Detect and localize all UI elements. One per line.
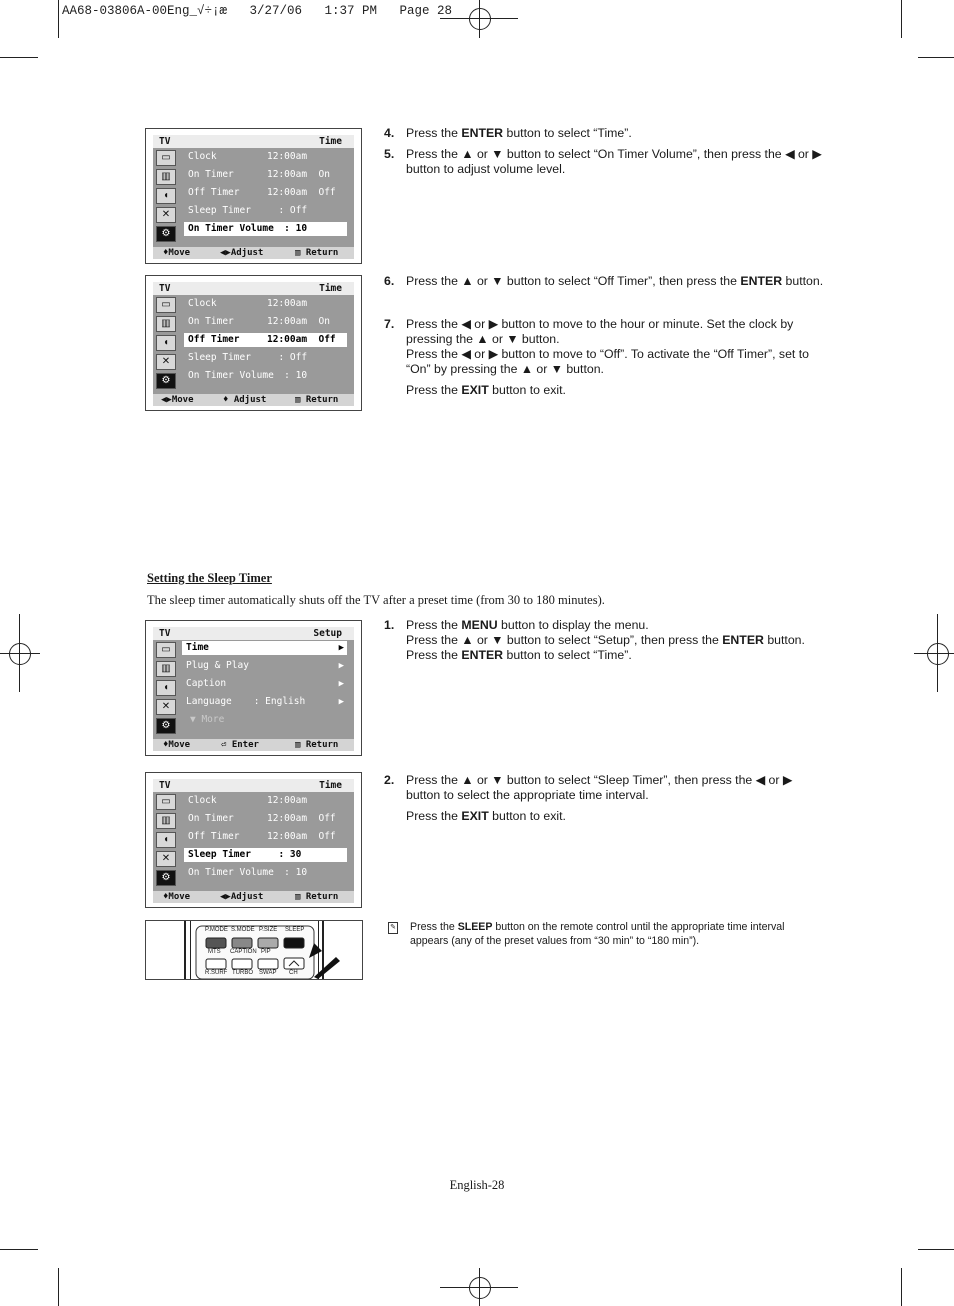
picture-icon: ▭ (156, 297, 176, 313)
menu-row-off-timer: Off Timer 12:00am Off (184, 333, 347, 347)
menu-row-language: Language : English ▶ (186, 696, 344, 707)
sound-icon: ◖ (156, 188, 176, 204)
sound-icon: ◖ (156, 832, 176, 848)
note: ✎ Press the SLEEP button on the remote control until the appropriate time interval appears (any of the preset values from “30 min” to “180 min”). (388, 921, 818, 948)
menu-row-sleep-timer: Sleep Timer : 30 (184, 848, 347, 862)
menu-row-more: ▼ More (190, 714, 225, 725)
menu-row-on-timer-volume: On Timer Volume : 10 (188, 370, 308, 381)
remote-label-pip: PIP (261, 949, 271, 955)
menu-row-plug-play: Plug & Play ▶ (186, 660, 344, 671)
osd-title: Time (319, 780, 342, 791)
channel-icon: ▥ (156, 661, 176, 677)
antenna-icon: ✕ (156, 354, 176, 370)
osd-title: Time (319, 283, 342, 294)
menu-row-off-timer: Off Timer 12:00am Off (188, 187, 336, 198)
osd-title: Time (319, 136, 342, 147)
note-icon: ✎ (388, 922, 398, 934)
sleep-step-1: 1. Press the MENU button to display the menu. Press the ▲ or ▼ button to select “Setup”, then press the ENTER button. Press the ENTER button to select “Time”. (384, 618, 805, 662)
menu-row-sleep-timer: Sleep Timer : Off (188, 352, 308, 363)
sound-icon: ◖ (156, 680, 176, 696)
osd-tv-label: TV (159, 628, 171, 639)
osd-header (153, 282, 354, 295)
osd-icon-column (155, 148, 177, 247)
menu-row-on-timer-volume: On Timer Volume : 10 (184, 222, 347, 236)
remote-label-swap: SWAP (259, 970, 277, 976)
osd-header (153, 627, 354, 640)
menu-row-on-timer: On Timer 12:00am On (188, 316, 330, 327)
remote-label-psize: P.SIZE (259, 927, 278, 933)
antenna-icon: ✕ (156, 207, 176, 223)
osd-icon-column (155, 792, 177, 891)
setup-icon: ⚙ (156, 718, 176, 734)
remote-label-mts: MTS (208, 949, 221, 955)
osd-menu-time-sleep-timer (145, 772, 362, 908)
menu-row-clock: Clock 12:00am (188, 151, 308, 162)
remote-label-caption: CAPTION (230, 949, 257, 955)
osd-header (153, 779, 354, 792)
channel-icon: ▥ (156, 169, 176, 185)
step-5: 5. Press the ▲ or ▼ button to select “On Timer Volume”, then press the ◀ or ▶ button to adjust volume level. (384, 147, 822, 176)
antenna-icon: ✕ (156, 699, 176, 715)
picture-icon: ▭ (156, 150, 176, 166)
osd-footer: ♦Move ⏎ Enter ▥ Return (153, 739, 354, 751)
menu-row-sleep-timer: Sleep Timer : Off (188, 205, 308, 216)
menu-row-time: Time ▶ (182, 641, 347, 655)
setup-icon: ⚙ (156, 226, 176, 242)
osd-tv-label: TV (159, 136, 171, 147)
step-6: 6. Press the ▲ or ▼ button to select “Off Timer”, then press the ENTER button. (384, 274, 824, 288)
osd-menu-time-off-timer (145, 275, 362, 411)
remote-control-image (145, 920, 363, 980)
menu-row-off-timer: Off Timer 12:00am Off (188, 831, 336, 842)
remote-label-turbo: TURBO (232, 970, 253, 976)
channel-icon: ▥ (156, 813, 176, 829)
remote-label-smode: S.MODE (231, 927, 255, 933)
picture-icon: ▭ (156, 794, 176, 810)
menu-row-clock: Clock 12:00am (188, 795, 308, 806)
sleep-step-2: 2. Press the ▲ or ▼ button to select “Sleep Timer”, then press the ◀ or ▶ button to select the appropriate time interval. Press the EXIT button to exit. (384, 773, 793, 823)
menu-row-clock: Clock 12:00am (188, 298, 308, 309)
menu-row-on-timer: On Timer 12:00am On (188, 169, 330, 180)
setup-icon: ⚙ (156, 373, 176, 389)
osd-title: Setup (313, 628, 342, 639)
remote-label-ch: CH (289, 970, 298, 976)
picture-icon: ▭ (156, 642, 176, 658)
sound-icon: ◖ (156, 335, 176, 351)
section-intro: The sleep timer automatically shuts off the TV after a preset time (from 30 to 180 minutes). (147, 593, 605, 607)
menu-row-caption: Caption ▶ (186, 678, 344, 689)
osd-header (153, 135, 354, 148)
osd-tv-label: TV (159, 780, 171, 791)
menu-row-on-timer-volume: On Timer Volume : 10 (188, 867, 308, 878)
remote-label-sleep: SLEEP (285, 927, 305, 933)
osd-footer: ♦Move ◀▶Adjust ▥ Return (153, 891, 354, 903)
remote-label-pmode: P.MODE (205, 927, 228, 933)
step-4: 4. Press the ENTER button to select “Time”. (384, 126, 632, 140)
osd-icon-column (155, 295, 177, 394)
osd-icon-column (155, 640, 177, 739)
osd-footer: ◀▶Move ♦ Adjust ▥ Return (153, 394, 354, 406)
antenna-icon: ✕ (156, 851, 176, 867)
step-7: 7. Press the ◀ or ▶ button to move to the hour or minute. Set the clock by pressing the ▲ or ▼ button. Press the ◀ or ▶ button to move to “Off”. To activate the “Off Timer”, set to “On” by pressing the ▲ or ▼ button. Press the EXIT button to exit. (384, 317, 810, 397)
osd-tv-label: TV (159, 283, 171, 294)
print-header: AA68-03806A-00Eng_√÷¡æ 3/27/06 1:37 PM Page 28 (62, 4, 453, 18)
channel-icon: ▥ (156, 316, 176, 332)
menu-row-on-timer: On Timer 12:00am Off (188, 813, 336, 824)
section-title: Setting the Sleep Timer (147, 571, 272, 585)
page-footer: English-28 (449, 1178, 505, 1192)
setup-icon: ⚙ (156, 870, 176, 886)
osd-footer: ♦Move ◀▶Adjust ▥ Return (153, 247, 354, 259)
osd-menu-time-volume (145, 128, 362, 264)
remote-label-rsurf: R.SURF (205, 970, 228, 976)
osd-menu-setup (145, 620, 362, 756)
